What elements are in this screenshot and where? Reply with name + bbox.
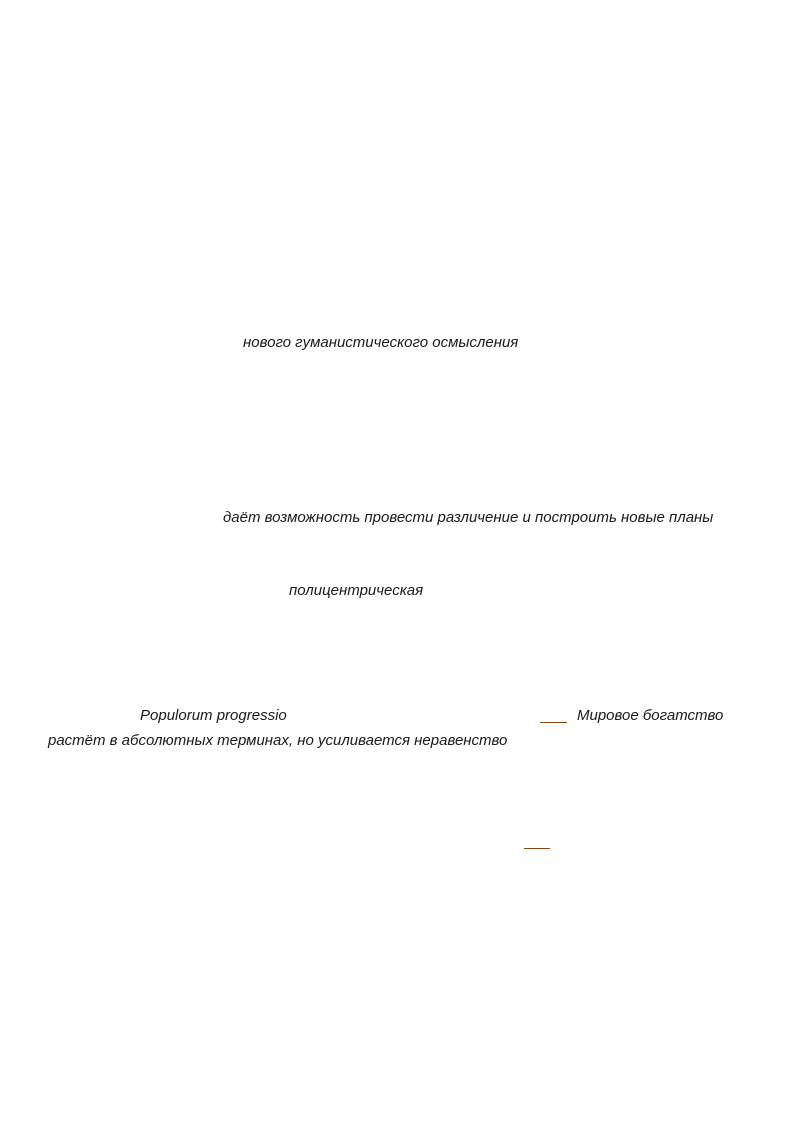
footnote-rule — [524, 848, 550, 849]
text-polycentric: полицентрическая — [289, 582, 424, 599]
text-humanistic-rethinking: нового гуманистического осмысления — [243, 334, 519, 351]
text-growing-inequality: растёт в абсолютных терминах, но усиливается неравенство — [48, 732, 508, 749]
text-populorum-progressio: Populorum progressio — [140, 707, 287, 724]
footnote-rule — [540, 722, 567, 723]
text-world-wealth: Мировое богатство — [577, 707, 724, 724]
text-distinction-plans: даёт возможность провести различение и построить новые планы — [223, 509, 714, 526]
